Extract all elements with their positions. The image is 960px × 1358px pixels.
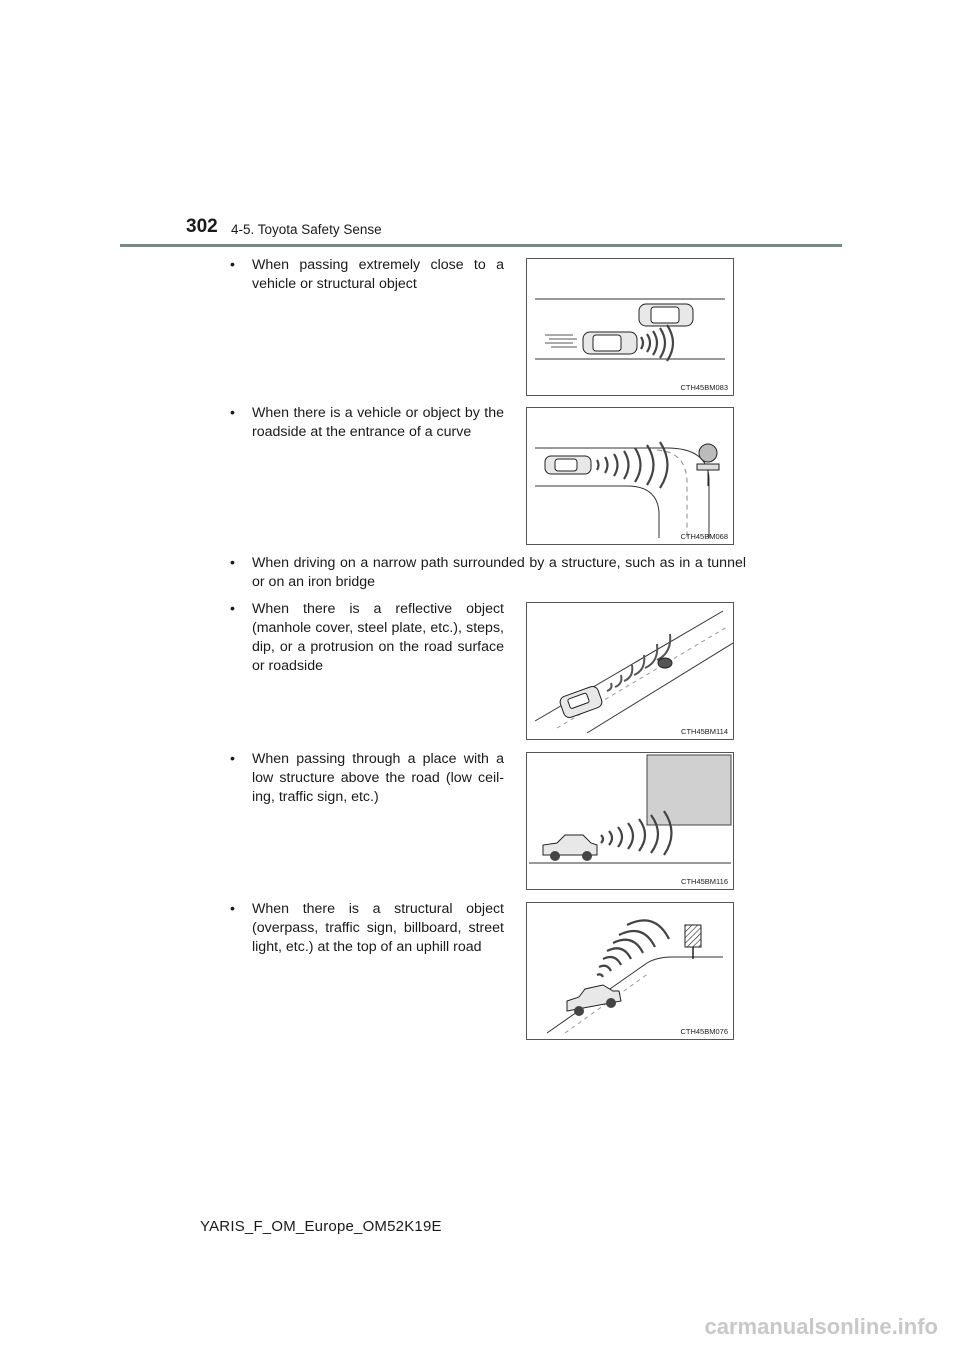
car-oncoming-icon [639,304,693,326]
car-own-icon [545,456,591,474]
figure-curve-entrance [526,407,734,545]
car-own-icon [558,685,603,719]
figure-passing-close [526,258,734,396]
manhole-icon [658,658,672,668]
bullet-text: When driving on a narrow path surrounded by a structure, such as in a tunnel or on an iron bridge [252,555,746,590]
bullet-marker: • [230,405,235,421]
bullet-low-structure [230,750,504,807]
billboard-sign-icon [685,925,701,959]
figure-code: CTH45BM083 [680,383,728,392]
figure-code: CTH45BM114 [681,727,728,736]
bullet-uphill-structure [230,900,504,957]
header-divider [120,244,842,247]
bullet-passing-close [230,256,504,294]
figure-low-structure [526,752,734,890]
illustration-passing-close [527,259,733,395]
bullet-marker: • [230,901,235,917]
bullet-text: When passing extremely close to a vehicle or structural object [252,257,504,292]
car-own-icon [567,985,621,1016]
car-own-icon [583,332,637,354]
roadside-sign-icon [697,444,719,486]
section-title: 4-5. Toyota Safety Sense [231,222,382,237]
figure-uphill-structure [526,902,734,1040]
low-ceiling-structure [647,755,731,825]
figure-reflective-object [526,602,734,740]
illustration-curve-entrance [527,408,733,544]
figure-code: CTH45BM068 [680,532,728,541]
bullet-marker: • [230,555,235,571]
radar-waves-icon [597,442,668,488]
illustration-uphill-structure [527,903,733,1039]
radar-waves-icon [641,325,673,361]
bullet-text: When there is a vehicle or object by the roadside at the entrance of a curve [252,405,504,440]
bullet-marker: • [230,751,235,767]
bullet-marker: • [230,257,235,273]
watermark: carmanualsonline.info [704,1314,938,1339]
bullet-text: When there is a reflective object (manhole cover, steel plate, etc.), steps, dip, or a protrusion on the road surface or roadside [252,601,504,674]
bullet-text: When there is a structural object (overpass, traffic sign, billboard, street light, etc.) at the top of an uphill road [252,901,504,955]
footer-doc-id: YARIS_F_OM_Europe_OM52K19E [200,1218,442,1235]
page-number: 302 [186,216,218,237]
bullet-narrow-path [230,554,746,592]
car-own-icon [543,835,597,861]
illustration-low-structure [527,753,733,889]
figure-code: CTH45BM116 [681,877,728,886]
figure-code: CTH45BM076 [680,1027,728,1036]
radar-waves-icon [597,920,669,977]
illustration-reflective-object [527,603,733,739]
bullet-curve-entrance [230,404,504,442]
bullet-text: When passing through a place with a low structure above the road (low ceil-ing, traffic sign, etc.) [252,751,504,805]
bullet-marker: • [230,601,235,617]
bullet-reflective-object [230,600,504,676]
